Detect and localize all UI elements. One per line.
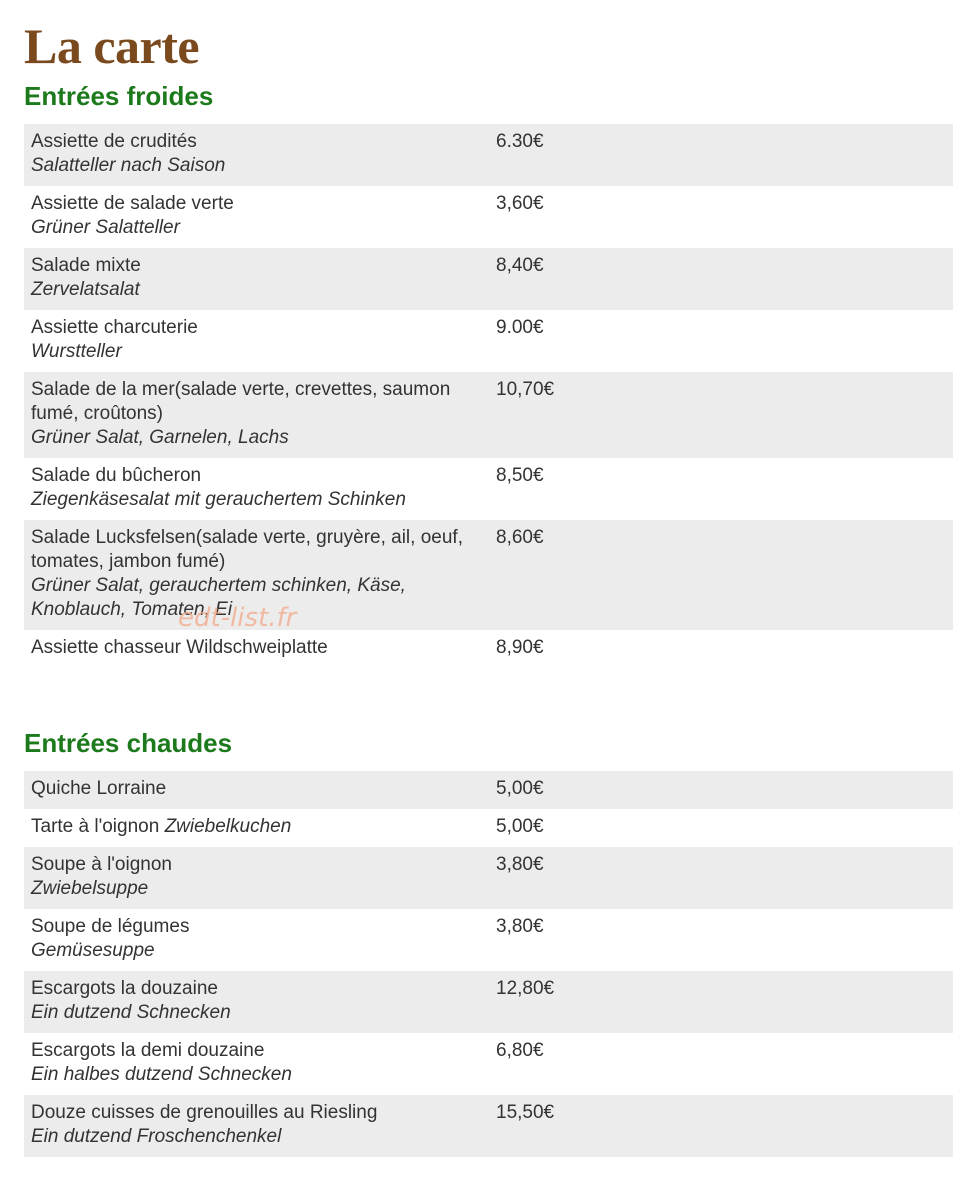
table-row	[24, 1095, 953, 1157]
dish-name-german: Ein halbes dutzend Schnecken	[31, 1064, 292, 1085]
dish-name-german: Zwiebelkuchen	[164, 816, 292, 837]
dish-name-german: Grüner Salatteller	[31, 217, 180, 238]
page-title: La carte	[24, 18, 200, 74]
table-row	[24, 310, 953, 372]
section-title-hot-starters: Entrées chaudes	[24, 728, 233, 758]
dish-name-german: Gemüsesuppe	[31, 940, 155, 961]
dish-name: Salade de la mer(salade verte, crevettes, saumon fumé, croûtons)	[31, 379, 451, 424]
table-row	[24, 909, 953, 971]
table-row	[24, 458, 953, 520]
dish-name: Assiette de salade verte	[31, 193, 234, 214]
dish-price: 3,80€	[496, 916, 544, 937]
dish-name: Quiche Lorraine	[31, 778, 167, 799]
dish-name: Escargots la demi douzaine	[31, 1040, 265, 1061]
table-row	[24, 248, 953, 310]
dish-price: 6,80€	[496, 1040, 544, 1061]
dish-price: 6.30€	[496, 131, 544, 152]
cold-starters-table	[24, 124, 953, 670]
table-row	[24, 186, 953, 248]
dish-name: Assiette charcuterie	[31, 317, 198, 338]
dish-name-german: Grüner Salat, Garnelen, Lachs	[31, 427, 289, 448]
table-row	[24, 520, 953, 630]
section-title-cold-starters: Entrées froides	[24, 81, 214, 111]
dish-name: Escargots la douzaine	[31, 978, 218, 999]
dish-price: 5,00€	[496, 816, 544, 837]
table-row	[24, 1033, 953, 1095]
watermark: edt-list.fr	[178, 603, 297, 633]
table-row	[24, 809, 953, 847]
dish-name-german: Grüner Salat, gerauchertem schinken, Käse, Knoblauch, Tomaten, Ei	[31, 575, 406, 620]
dish-name-german: Ein dutzend Froschenchenkel	[31, 1126, 282, 1147]
dish-name: Assiette de crudités	[31, 131, 197, 152]
table-row	[24, 847, 953, 909]
dish-name: Salade du bûcheron	[31, 465, 202, 486]
dish-price: 3,80€	[496, 854, 544, 875]
dish-price: 3,60€	[496, 193, 544, 214]
dish-name-german: Salatteller nach Saison	[31, 155, 226, 176]
dish-name: Salade mixte	[31, 255, 141, 276]
dish-price: 8,90€	[496, 637, 544, 658]
dish-name-german: Zwiebelsuppe	[31, 878, 149, 899]
dish-price: 8,40€	[496, 255, 544, 276]
dish-price: 12,80€	[496, 978, 555, 999]
table-row	[24, 771, 953, 809]
dish-name: Assiette chasseur Wildschweiplatte	[31, 637, 328, 658]
dish-price: 15,50€	[496, 1102, 555, 1123]
dish-name: Salade Lucksfelsen(salade verte, gruyère, ail, oeuf, tomates, jambon fumé)	[31, 527, 463, 572]
dish-price: 10,70€	[496, 379, 555, 400]
dish-name-german: Ziegenkäsesalat mit gerauchertem Schinken	[31, 489, 406, 510]
dish-price: 5,00€	[496, 778, 544, 799]
hot-starters-table	[24, 771, 953, 1157]
table-row	[24, 372, 953, 458]
dish-price: 8,50€	[496, 465, 544, 486]
table-row	[24, 971, 953, 1033]
dish-name-german: Wurstteller	[31, 341, 122, 362]
dish-name-german: Ein dutzend Schnecken	[31, 1002, 231, 1023]
dish-name: Douze cuisses de grenouilles au Riesling	[31, 1102, 378, 1123]
dish-name: Tarte à l'oignon	[31, 816, 160, 837]
table-row	[24, 124, 953, 186]
dish-name-german: Zervelatsalat	[31, 279, 140, 300]
table-row	[24, 630, 953, 670]
dish-price: 9.00€	[496, 317, 544, 338]
dish-name: Soupe à l'oignon	[31, 854, 172, 875]
dish-price: 8,60€	[496, 527, 544, 548]
dish-name: Soupe de légumes	[31, 916, 190, 937]
